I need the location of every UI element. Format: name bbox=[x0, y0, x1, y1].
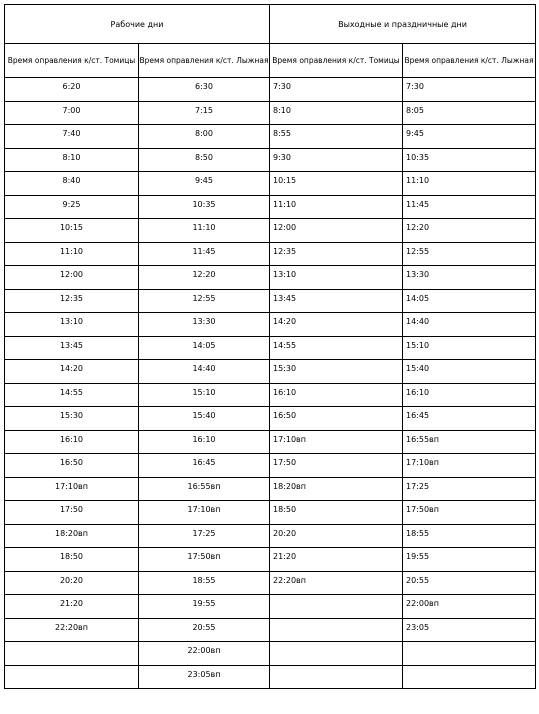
table-row bbox=[5, 477, 536, 501]
table-row bbox=[5, 383, 536, 407]
weekends-lyzhnaya-time: 9:45 bbox=[403, 125, 536, 149]
table-row bbox=[5, 665, 536, 689]
table-row bbox=[5, 219, 536, 243]
weekdays-header: Рабочие дни bbox=[5, 5, 270, 44]
weekends-lyzhnaya-time: 20:55 bbox=[403, 571, 536, 595]
weekends-lyzhnaya-time: 7:30 bbox=[403, 78, 536, 102]
weekends-lyzhnaya-time: 16:10 bbox=[403, 383, 536, 407]
table-row bbox=[5, 642, 536, 666]
table-row bbox=[5, 360, 536, 384]
table-row bbox=[5, 430, 536, 454]
weekdays-tomitsy-time: 12:00 bbox=[5, 266, 139, 290]
weekdays-tomitsy-time: 8:40 bbox=[5, 172, 139, 196]
weekdays-tomitsy-time: 9:25 bbox=[5, 195, 139, 219]
weekdays-lyzhnaya-time: 14:40 bbox=[139, 360, 270, 384]
weekends-tomitsy-header: Время оправления к/ст. Томицы bbox=[270, 44, 403, 78]
weekends-tomitsy-time: 8:55 bbox=[270, 125, 403, 149]
weekdays-tomitsy-time: 14:55 bbox=[5, 383, 139, 407]
weekdays-tomitsy-time: 10:15 bbox=[5, 219, 139, 243]
weekdays-tomitsy-time: 8:10 bbox=[5, 148, 139, 172]
weekends-tomitsy-time: 20:20 bbox=[270, 524, 403, 548]
weekends-tomitsy-time: 16:10 bbox=[270, 383, 403, 407]
table-row bbox=[5, 336, 536, 360]
weekdays-lyzhnaya-time: 8:50 bbox=[139, 148, 270, 172]
weekends-lyzhnaya-time: 17:10вп bbox=[403, 454, 536, 478]
weekdays-tomitsy-time: 12:35 bbox=[5, 289, 139, 313]
weekends-tomitsy-time: 7:30 bbox=[270, 78, 403, 102]
weekdays-tomitsy-time: 16:50 bbox=[5, 454, 139, 478]
weekdays-lyzhnaya-time: 20:55 bbox=[139, 618, 270, 642]
weekdays-lyzhnaya-header: Время оправления к/ст. Лыжная bbox=[139, 44, 270, 78]
table-row bbox=[5, 195, 536, 219]
weekdays-tomitsy-time: 11:10 bbox=[5, 242, 139, 266]
weekends-tomitsy-time: 13:45 bbox=[270, 289, 403, 313]
weekdays-lyzhnaya-time: 8:00 bbox=[139, 125, 270, 149]
table-row bbox=[5, 313, 536, 337]
weekdays-lyzhnaya-time: 17:25 bbox=[139, 524, 270, 548]
weekends-tomitsy-time: 21:20 bbox=[270, 548, 403, 572]
weekdays-tomitsy-time: 16:10 bbox=[5, 430, 139, 454]
weekends-tomitsy-time bbox=[270, 642, 403, 666]
weekdays-lyzhnaya-time: 11:10 bbox=[139, 219, 270, 243]
weekends-tomitsy-time: 22:20вп bbox=[270, 571, 403, 595]
weekends-lyzhnaya-time: 11:10 bbox=[403, 172, 536, 196]
schedule-table bbox=[4, 4, 536, 689]
weekends-lyzhnaya-time: 16:55вп bbox=[403, 430, 536, 454]
table-row bbox=[5, 125, 536, 149]
weekends-lyzhnaya-time: 10:35 bbox=[403, 148, 536, 172]
weekdays-lyzhnaya-time: 17:10вп bbox=[139, 501, 270, 525]
weekends-tomitsy-time: 18:20вп bbox=[270, 477, 403, 501]
weekends-tomitsy-time: 12:35 bbox=[270, 242, 403, 266]
weekdays-lyzhnaya-time: 16:45 bbox=[139, 454, 270, 478]
weekends-lyzhnaya-time: 15:10 bbox=[403, 336, 536, 360]
table-row bbox=[5, 548, 536, 572]
table-row bbox=[5, 595, 536, 619]
weekdays-tomitsy-time: 13:45 bbox=[5, 336, 139, 360]
weekends-tomitsy-time: 18:50 bbox=[270, 501, 403, 525]
weekdays-tomitsy-time: 18:50 bbox=[5, 548, 139, 572]
table-row bbox=[5, 242, 536, 266]
weekends-lyzhnaya-time: 23:05 bbox=[403, 618, 536, 642]
table-row bbox=[5, 148, 536, 172]
weekends-tomitsy-time: 16:50 bbox=[270, 407, 403, 431]
table-row bbox=[5, 454, 536, 478]
table-row bbox=[5, 618, 536, 642]
weekdays-lyzhnaya-time: 15:10 bbox=[139, 383, 270, 407]
weekdays-lyzhnaya-time: 17:50вп bbox=[139, 548, 270, 572]
table-row bbox=[5, 78, 536, 102]
weekdays-lyzhnaya-time: 9:45 bbox=[139, 172, 270, 196]
weekends-lyzhnaya-time bbox=[403, 665, 536, 689]
weekends-lyzhnaya-time: 8:05 bbox=[403, 101, 536, 125]
weekends-lyzhnaya-time: 18:55 bbox=[403, 524, 536, 548]
weekdays-tomitsy-time: 13:10 bbox=[5, 313, 139, 337]
weekdays-tomitsy-time bbox=[5, 665, 139, 689]
weekdays-lyzhnaya-time: 16:10 bbox=[139, 430, 270, 454]
weekends-header: Выходные и праздничные дни bbox=[270, 5, 536, 44]
weekends-lyzhnaya-time: 13:30 bbox=[403, 266, 536, 290]
table-row bbox=[5, 289, 536, 313]
weekends-tomitsy-time: 12:00 bbox=[270, 219, 403, 243]
weekends-lyzhnaya-time bbox=[403, 642, 536, 666]
weekends-lyzhnaya-time: 22:00вп bbox=[403, 595, 536, 619]
weekdays-tomitsy-time bbox=[5, 642, 139, 666]
weekdays-lyzhnaya-time: 15:40 bbox=[139, 407, 270, 431]
weekdays-tomitsy-time: 14:20 bbox=[5, 360, 139, 384]
weekdays-lyzhnaya-time: 23:05вп bbox=[139, 665, 270, 689]
weekends-tomitsy-time bbox=[270, 595, 403, 619]
weekends-tomitsy-time: 14:55 bbox=[270, 336, 403, 360]
weekdays-tomitsy-time: 22:20вп bbox=[5, 618, 139, 642]
weekends-lyzhnaya-time: 17:50вп bbox=[403, 501, 536, 525]
weekdays-lyzhnaya-time: 22:00вп bbox=[139, 642, 270, 666]
weekends-lyzhnaya-time: 19:55 bbox=[403, 548, 536, 572]
schedule-body bbox=[5, 78, 536, 689]
weekends-lyzhnaya-time: 17:25 bbox=[403, 477, 536, 501]
table-row bbox=[5, 501, 536, 525]
weekdays-tomitsy-time: 17:10вп bbox=[5, 477, 139, 501]
weekends-tomitsy-time: 14:20 bbox=[270, 313, 403, 337]
weekdays-lyzhnaya-time: 14:05 bbox=[139, 336, 270, 360]
table-row bbox=[5, 571, 536, 595]
weekdays-tomitsy-time: 7:00 bbox=[5, 101, 139, 125]
weekdays-lyzhnaya-time: 7:15 bbox=[139, 101, 270, 125]
weekends-lyzhnaya-time: 12:55 bbox=[403, 242, 536, 266]
weekdays-tomitsy-time: 7:40 bbox=[5, 125, 139, 149]
weekdays-tomitsy-time: 21:20 bbox=[5, 595, 139, 619]
weekdays-tomitsy-time: 15:30 bbox=[5, 407, 139, 431]
weekdays-tomitsy-time: 17:50 bbox=[5, 501, 139, 525]
table-row bbox=[5, 407, 536, 431]
weekdays-tomitsy-time: 18:20вп bbox=[5, 524, 139, 548]
weekends-lyzhnaya-time: 15:40 bbox=[403, 360, 536, 384]
weekends-lyzhnaya-header: Время оправления к/ст. Лыжная bbox=[403, 44, 536, 78]
weekdays-lyzhnaya-time: 10:35 bbox=[139, 195, 270, 219]
weekends-tomitsy-time: 9:30 bbox=[270, 148, 403, 172]
weekends-tomitsy-time: 10:15 bbox=[270, 172, 403, 196]
weekdays-lyzhnaya-time: 6:30 bbox=[139, 78, 270, 102]
weekends-tomitsy-time: 17:10вп bbox=[270, 430, 403, 454]
weekends-tomitsy-time: 8:10 bbox=[270, 101, 403, 125]
weekends-lyzhnaya-time: 14:40 bbox=[403, 313, 536, 337]
weekdays-lyzhnaya-time: 11:45 bbox=[139, 242, 270, 266]
weekdays-lyzhnaya-time: 16:55вп bbox=[139, 477, 270, 501]
weekdays-lyzhnaya-time: 13:30 bbox=[139, 313, 270, 337]
weekends-tomitsy-time bbox=[270, 618, 403, 642]
weekdays-lyzhnaya-time: 12:20 bbox=[139, 266, 270, 290]
table-row bbox=[5, 172, 536, 196]
weekdays-tomitsy-time: 6:20 bbox=[5, 78, 139, 102]
weekends-tomitsy-time: 11:10 bbox=[270, 195, 403, 219]
weekdays-tomitsy-time: 20:20 bbox=[5, 571, 139, 595]
table-row bbox=[5, 524, 536, 548]
weekends-tomitsy-time: 13:10 bbox=[270, 266, 403, 290]
weekdays-lyzhnaya-time: 18:55 bbox=[139, 571, 270, 595]
weekends-tomitsy-time bbox=[270, 665, 403, 689]
weekends-tomitsy-time: 15:30 bbox=[270, 360, 403, 384]
weekends-lyzhnaya-time: 16:45 bbox=[403, 407, 536, 431]
weekends-lyzhnaya-time: 12:20 bbox=[403, 219, 536, 243]
weekdays-lyzhnaya-time: 19:55 bbox=[139, 595, 270, 619]
weekends-tomitsy-time: 17:50 bbox=[270, 454, 403, 478]
weekends-lyzhnaya-time: 11:45 bbox=[403, 195, 536, 219]
weekdays-tomitsy-header: Время оправления к/ст. Томицы bbox=[5, 44, 139, 78]
table-row bbox=[5, 101, 536, 125]
weekends-lyzhnaya-time: 14:05 bbox=[403, 289, 536, 313]
table-row bbox=[5, 266, 536, 290]
weekdays-lyzhnaya-time: 12:55 bbox=[139, 289, 270, 313]
